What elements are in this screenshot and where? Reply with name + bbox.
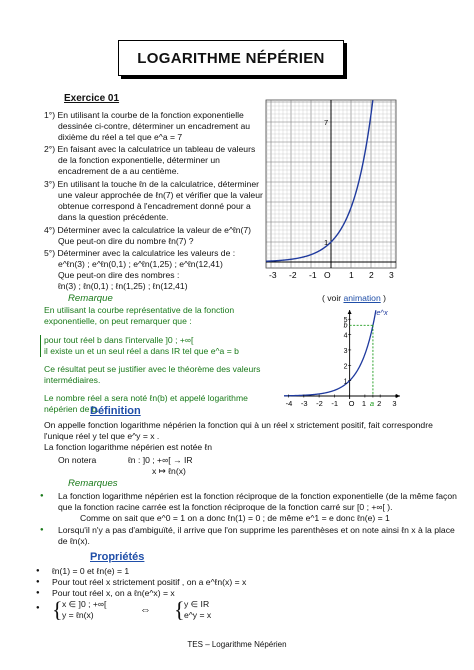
spacer bbox=[44, 386, 260, 393]
exercise-item bbox=[44, 110, 250, 143]
brace-icon: { bbox=[174, 597, 185, 622]
spacer bbox=[44, 357, 260, 364]
bullet-icon: ● bbox=[36, 579, 40, 585]
remark-item bbox=[40, 491, 457, 524]
y-tick-label: 7 bbox=[324, 118, 329, 127]
remark-item-line: La fonction logarithme népérien est la fonction réciproque de la fonction exponentielle (de la même façon bbox=[58, 491, 457, 501]
exercise-item-line: 5°) Déterminer avec la calculatrice les valeurs de : bbox=[44, 248, 236, 258]
y-tick-label: 3 bbox=[343, 347, 348, 355]
animation-suffix: ) bbox=[380, 293, 386, 303]
exercise-item bbox=[44, 225, 251, 247]
exercise-heading: Exercice 01 bbox=[64, 93, 120, 104]
system-right-line: e^y = x bbox=[184, 610, 212, 620]
y-tick-label: 2 bbox=[343, 363, 348, 371]
remark-item-line: que la fonction racine carrée est la fonction réciproque de la fonction carré sur [0 ; +∞[ ). bbox=[58, 502, 393, 512]
page-title: LOGARITHME NÉPÉRIEN bbox=[137, 49, 325, 67]
remark-line: exponentielle, on peut remarquer que : bbox=[44, 316, 192, 326]
y-tick-label: 4 bbox=[343, 332, 348, 340]
exercise-item-line: ℓn(3) ; ℓn(0,1) ; ℓn(1,25) ; ℓn(12,41) bbox=[58, 281, 188, 291]
x-tick-label: a bbox=[369, 399, 375, 408]
properties-heading: Propriétés bbox=[90, 551, 145, 563]
remark-note-line: Le nombre réel a sera noté ℓn(b) et appelé logarithme bbox=[44, 393, 248, 403]
y-tick-label: 1 bbox=[324, 238, 329, 247]
equivalence-icon: ⇔ bbox=[140, 604, 151, 616]
definition-line: l'unique réel y tel que e^y = x . bbox=[44, 431, 160, 441]
x-tick-label: 3 bbox=[392, 399, 397, 408]
exponential-graph-ln-illustration bbox=[280, 306, 404, 418]
exercise-item-line: 4°) Déterminer avec la calculatrice la valeur de e^ℓn(7) bbox=[44, 225, 252, 235]
y-tick-label: 1 bbox=[343, 378, 348, 386]
x-tick-label: 1 bbox=[361, 399, 367, 408]
x-tick-label: 2 bbox=[377, 399, 382, 408]
x-axis-arrow-icon bbox=[396, 394, 400, 398]
remark-tvi-line: Ce résultat peut se justifier avec le théorème des valeurs bbox=[44, 364, 261, 374]
exercise-item-line: dans la question précédente. bbox=[58, 212, 169, 222]
exercise-item bbox=[44, 144, 255, 177]
notation-block bbox=[44, 453, 433, 477]
exercise-item-line: encadrement de a au centième. bbox=[58, 166, 179, 176]
exercise-item-line: 1°) En utilisant la courbe de la fonction exponentielle bbox=[44, 110, 244, 120]
bullet-icon: ● bbox=[40, 493, 44, 499]
exercise-item-line: de la fonction exponentielle, déterminer un bbox=[58, 155, 220, 165]
exponential-graph bbox=[262, 96, 400, 288]
remarks-list bbox=[40, 491, 457, 548]
remark-item-line: Lorsqu'il n'y a pas d'ambiguïté, il arrive que l'on supprime les parenthèses et on note ainsi ℓn x à la place bbox=[58, 525, 455, 535]
system-left-line: x ∈ ]0 ; +∞[ bbox=[62, 599, 107, 609]
exercise-item-line: obtenue correspond à l'encadrement donné pour a bbox=[58, 201, 251, 211]
remarks-heading: Remarques bbox=[68, 478, 118, 489]
x-tick-label: -1 bbox=[309, 270, 317, 280]
x-tick-label: -1 bbox=[331, 399, 339, 408]
exercise-item-line: Que peut-on dire des nombres : bbox=[58, 270, 180, 280]
bullet-icon: ● bbox=[36, 568, 40, 574]
remark-note-line: népérien de b. bbox=[44, 404, 99, 414]
exercise-item bbox=[44, 248, 235, 292]
definition-body bbox=[44, 420, 433, 477]
animation-note bbox=[322, 293, 386, 304]
animation-link[interactable]: animation bbox=[343, 293, 381, 303]
system-right-line: y ∈ IR bbox=[184, 599, 210, 609]
definition-line: On appelle fonction logarithme népérien la fonction qui à un réel x strictement positif, fait correspondre bbox=[44, 420, 433, 430]
exercise-item-line: dessinée ci-contre, déterminer un encadrement au bbox=[58, 121, 251, 131]
animation-prefix: ( voir bbox=[322, 293, 344, 303]
curve-label: e^x bbox=[376, 308, 388, 318]
page-footer: TES – Logarithme Népérien bbox=[187, 640, 287, 649]
y-axis-arrow-icon bbox=[348, 310, 352, 314]
property-item bbox=[36, 566, 246, 577]
exercise-item-line: une valeur approchée de ℓn(7) et vérifier que la valeur bbox=[58, 190, 263, 200]
remark-line: En utilisant la courbe représentative de la fonction bbox=[44, 305, 235, 315]
x-tick-label: -2 bbox=[316, 399, 323, 408]
remark-statement-line: pour tout réel b dans l'intervalle ]0 ; +∞[ bbox=[40, 335, 260, 346]
exercise-item bbox=[44, 179, 263, 223]
exercise-item-line: Que peut-on dire du nombre ℓn(7) ? bbox=[58, 236, 194, 246]
y-tick-label: 5 bbox=[343, 317, 348, 325]
definition-heading: Définition bbox=[90, 405, 141, 417]
property-item bbox=[36, 577, 247, 588]
x-tick-label: -4 bbox=[285, 399, 293, 408]
x-tick-label: 1 bbox=[349, 270, 354, 280]
remark-tvi-line: intermédiaires. bbox=[44, 375, 101, 385]
property-line: ℓn(1) = 0 et ℓn(e) = 1 bbox=[52, 566, 130, 576]
bullet-icon: ● bbox=[36, 590, 40, 596]
remark-item-line: Comme on sait que e^0 = 1 on a donc ℓn(1) = 0 ; de même e^1 = e donc ℓn(e) = 1 bbox=[80, 513, 390, 523]
x-tick-label: -3 bbox=[300, 399, 308, 408]
bullet-icon: ● bbox=[36, 605, 40, 611]
exercise-item-line: 3°) En utilisant la touche ℓn de la calculatrice, déterminer bbox=[44, 179, 259, 189]
remark-body bbox=[44, 305, 260, 415]
exponential-curve bbox=[284, 310, 376, 396]
exercise-item-line: dixième du réel a tel que e^a = 7 bbox=[58, 132, 183, 142]
property-line: Pour tout réel x, on a ℓn(e^x) = x bbox=[52, 588, 175, 598]
system-left-line: y = ℓn(x) bbox=[62, 610, 94, 620]
remark-statement-line: il existe un et un seul réel a dans IR tel que e^a = b bbox=[40, 346, 260, 357]
title-box bbox=[118, 40, 344, 76]
exercise-item-line: e^ℓn(3) ; e^ℓn(0,1) ; e^ℓn(1,25) ; e^ℓn(12,41) bbox=[58, 259, 223, 269]
remark-item bbox=[40, 525, 457, 547]
property-line: Pour tout réel x strictement positif , on a e^ℓn(x) = x bbox=[52, 577, 247, 587]
x-tick-label: -3 bbox=[269, 270, 277, 280]
x-tick-label: 3 bbox=[389, 270, 394, 280]
remark-heading: Remarque bbox=[68, 293, 113, 304]
notation-map-element-row: x ↦ ℓn(x) bbox=[152, 466, 186, 476]
definition-line: La fonction logarithme népérien est notée ℓn bbox=[44, 442, 213, 452]
exercise-item-line: 2°) En faisant avec la calculatrice un tableau de valeurs bbox=[44, 144, 256, 154]
x-tick-label: O bbox=[324, 270, 331, 280]
b-label: b bbox=[343, 322, 348, 330]
x-tick-label: O bbox=[348, 399, 355, 408]
remark-item-line: de ℓn(x). bbox=[58, 536, 90, 546]
equivalence-systems bbox=[36, 597, 246, 625]
spacer bbox=[44, 327, 260, 335]
properties-list bbox=[36, 566, 247, 625]
x-tick-label: -2 bbox=[289, 270, 297, 280]
notation-lead: On notera bbox=[58, 455, 97, 465]
brace-icon: { bbox=[52, 597, 63, 622]
notation-map-row: ℓn : ]0 ; +∞[ → IR bbox=[128, 455, 193, 465]
x-tick-label: 2 bbox=[369, 270, 374, 280]
bullet-icon: ● bbox=[40, 527, 44, 533]
property-item bbox=[36, 588, 246, 599]
